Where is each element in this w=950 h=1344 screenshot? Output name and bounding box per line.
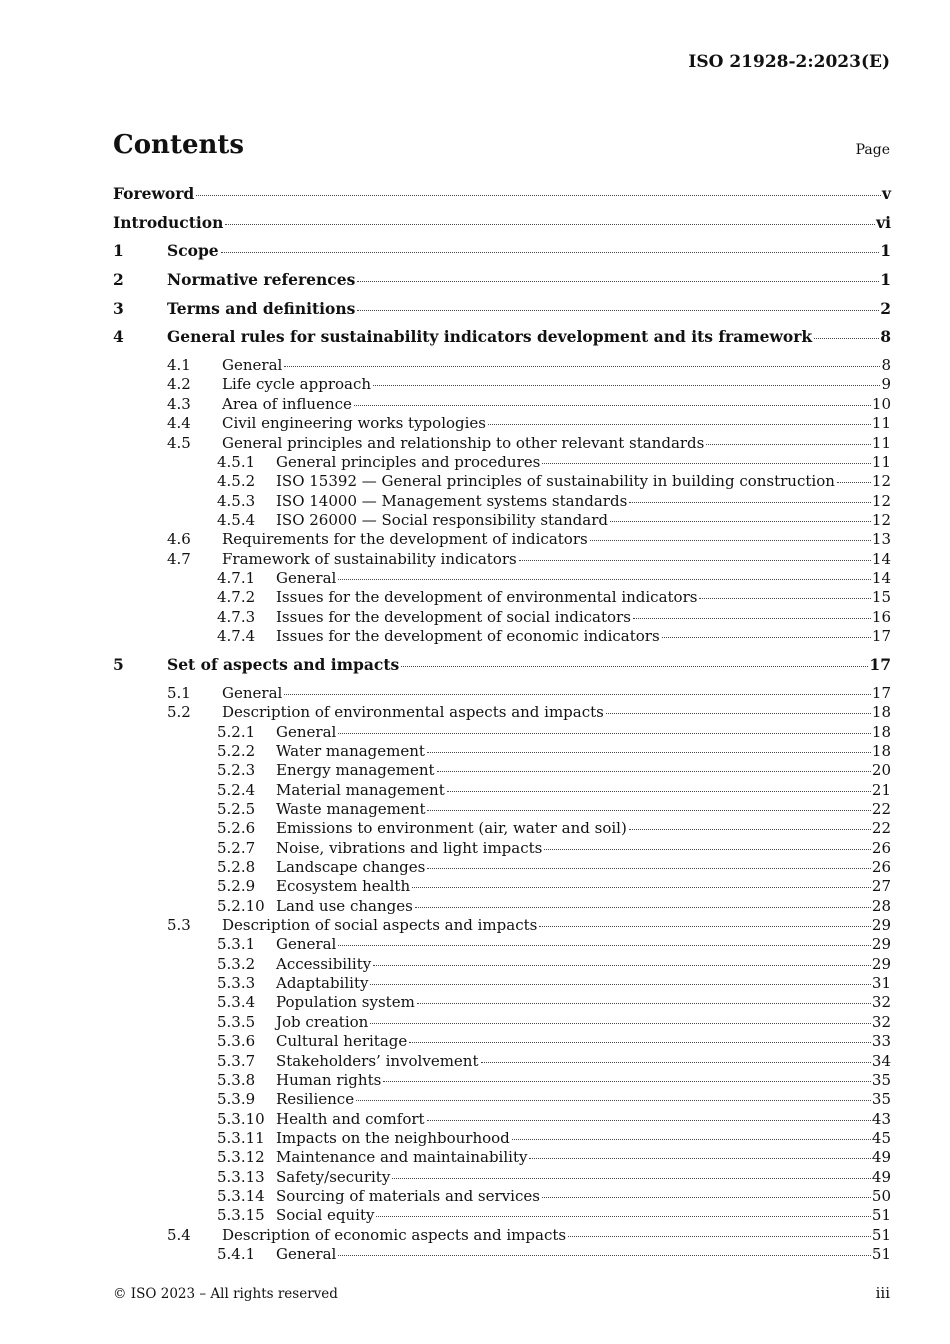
- toc-entry-number: 5.3.14: [217, 1186, 265, 1205]
- toc-entry-number: 4.5.2: [217, 472, 256, 491]
- dot-leader: [357, 307, 879, 311]
- dot-leader: [417, 1000, 871, 1004]
- toc-entry-title: Accessibility: [276, 954, 372, 973]
- page-column-label: Page: [855, 142, 890, 158]
- toc-entry-title: Terms and definitions: [167, 298, 356, 318]
- toc-entry-number: 3: [113, 298, 124, 318]
- toc-entry-title: Framework of sustainability indicators: [222, 549, 517, 568]
- dot-leader: [512, 1136, 871, 1140]
- toc-entry-title: ISO 15392 — General principles of sustainability in building construction: [276, 472, 835, 491]
- toc-entry-number: 5.2.5: [217, 800, 256, 819]
- toc-entry-number: 5.3.4: [217, 993, 256, 1012]
- toc-entry-title: Ecosystem health: [276, 877, 411, 896]
- toc-entry[interactable]: [113, 627, 891, 646]
- toc-entry-number: 5.3.7: [217, 1051, 256, 1070]
- dot-leader: [542, 1194, 871, 1198]
- toc-entry[interactable]: [113, 550, 891, 569]
- toc-entry[interactable]: [113, 299, 891, 328]
- toc-entry[interactable]: [113, 1071, 891, 1090]
- toc-entry-title: General: [276, 722, 337, 741]
- toc-entry-title: Health and comfort: [276, 1109, 425, 1128]
- toc-entry-number: 5: [113, 655, 124, 675]
- toc-entry-number: 4.1: [167, 356, 191, 375]
- toc-entry-number: 5.3.6: [217, 1032, 256, 1051]
- dot-leader: [354, 402, 871, 406]
- toc-entry[interactable]: [113, 858, 891, 877]
- dot-leader: [415, 904, 871, 908]
- toc-entry-number: 5.3.15: [217, 1206, 265, 1225]
- toc-entry[interactable]: [113, 511, 891, 530]
- toc-entry-page: 22: [871, 819, 891, 838]
- toc-entry-page: 27: [871, 877, 891, 896]
- toc-entry-title: General: [276, 568, 337, 587]
- toc-entry-number: 5.3.11: [217, 1128, 265, 1147]
- toc-entry-page: 2: [880, 298, 891, 318]
- toc-entry-number: 4.7: [167, 549, 191, 568]
- toc-entry-page: 29: [871, 954, 891, 973]
- table-of-contents: [113, 184, 891, 1264]
- dot-leader: [699, 595, 870, 599]
- toc-entry-number: 5.2.9: [217, 877, 256, 896]
- toc-entry-page: 12: [871, 510, 891, 529]
- toc-entry-number: 4.7.4: [217, 626, 256, 645]
- toc-entry-page: 28: [871, 896, 891, 915]
- toc-entry[interactable]: [113, 1187, 891, 1206]
- toc-entry-title: Job creation: [276, 1012, 369, 1031]
- toc-entry-number: 5.2.3: [217, 761, 256, 780]
- toc-entry-title: Social equity: [276, 1206, 375, 1225]
- toc-entry-title: Introduction: [113, 212, 224, 232]
- toc-entry-number: 4.5.1: [217, 452, 256, 471]
- dot-leader: [338, 942, 871, 946]
- dot-leader: [392, 1175, 871, 1179]
- dot-leader: [706, 441, 871, 445]
- toc-entry-page: 49: [871, 1167, 891, 1186]
- toc-entry-title: Cultural heritage: [276, 1032, 408, 1051]
- dot-leader: [373, 382, 880, 386]
- dot-leader: [338, 1252, 871, 1256]
- toc-entry-page: 21: [871, 780, 891, 799]
- dot-leader: [542, 460, 871, 464]
- toc-entry-page: 26: [871, 838, 891, 857]
- dot-leader: [662, 634, 871, 638]
- toc-entry[interactable]: [113, 1226, 891, 1245]
- toc-entry-page: 29: [871, 935, 891, 954]
- dot-leader: [412, 884, 871, 888]
- toc-entry-title: ISO 26000 — Social responsibility standard: [276, 510, 608, 529]
- toc-entry-page: v: [881, 184, 891, 203]
- toc-entry-page: 9: [881, 375, 891, 394]
- toc-entry-title: Water management: [276, 742, 425, 760]
- toc-entry-page: 35: [871, 1090, 891, 1109]
- toc-entry-title: Description of environmental aspects and impacts: [222, 703, 604, 722]
- toc-entry-page: 51: [871, 1206, 891, 1225]
- toc-entry-title: Noise, vibrations and light impacts: [276, 838, 543, 857]
- toc-entry-number: 5.2.8: [217, 858, 256, 877]
- toc-entry[interactable]: [113, 1168, 891, 1187]
- toc-entry-number: 5.2.7: [217, 838, 256, 857]
- toc-entry-page: 51: [871, 1225, 891, 1244]
- dot-leader: [447, 788, 871, 792]
- toc-entry[interactable]: [113, 1110, 891, 1129]
- toc-entry[interactable]: [113, 916, 891, 935]
- toc-entry[interactable]: [113, 530, 891, 549]
- toc-entry[interactable]: [113, 375, 891, 394]
- toc-entry-number: 2: [113, 270, 124, 290]
- toc-entry[interactable]: [113, 974, 891, 993]
- toc-entry[interactable]: [113, 1052, 891, 1071]
- toc-entry[interactable]: [113, 395, 891, 414]
- toc-entry[interactable]: [113, 356, 891, 375]
- toc-entry[interactable]: [113, 588, 891, 607]
- dot-leader: [606, 710, 871, 714]
- toc-entry-title: Life cycle approach: [222, 375, 372, 394]
- toc-entry[interactable]: [113, 472, 891, 491]
- toc-entry-page: 49: [871, 1148, 891, 1167]
- toc-entry-page: 29: [871, 916, 891, 935]
- toc-entry-page: 20: [871, 761, 891, 780]
- toc-entry-number: 5.3.8: [217, 1070, 256, 1089]
- toc-entry-page: 18: [871, 722, 891, 741]
- dot-leader: [539, 923, 871, 927]
- toc-entry-number: 4.7.1: [217, 568, 256, 587]
- toc-entry-page: 43: [871, 1109, 891, 1128]
- toc-entry-number: 4.5.3: [217, 491, 256, 510]
- dot-leader: [529, 1155, 870, 1159]
- toc-entry[interactable]: [113, 897, 891, 916]
- toc-entry[interactable]: [113, 761, 891, 780]
- toc-entry-page: 11: [871, 452, 891, 471]
- toc-entry-page: 14: [871, 568, 891, 587]
- dot-leader: [284, 691, 871, 695]
- toc-entry[interactable]: [113, 935, 891, 954]
- toc-entry-page: 17: [871, 626, 891, 645]
- toc-entry-page: 11: [871, 433, 891, 452]
- toc-entry-title: Description of economic aspects and impacts: [222, 1225, 567, 1244]
- footer-page-number: iii: [875, 1284, 890, 1302]
- toc-entry[interactable]: [113, 327, 891, 356]
- toc-entry-page: 1: [880, 270, 891, 290]
- toc-entry-page: 10: [871, 394, 891, 413]
- dot-leader: [401, 663, 868, 667]
- toc-entry-number: 4.5.4: [217, 510, 256, 529]
- dot-leader: [357, 278, 879, 282]
- dot-leader: [376, 1213, 870, 1217]
- toc-entry-page: 50: [871, 1186, 891, 1205]
- toc-entry[interactable]: [113, 839, 891, 858]
- toc-entry-page: 35: [871, 1070, 891, 1089]
- toc-entry-page: 18: [871, 742, 891, 760]
- footer-copyright: © ISO 2023 – All rights reserved: [113, 1286, 338, 1302]
- toc-entry-page: 15: [871, 588, 891, 607]
- toc-entry-page: 51: [871, 1244, 891, 1263]
- toc-entry-number: 1: [113, 241, 124, 261]
- toc-entry-title: Scope: [167, 241, 219, 261]
- dot-leader: [225, 221, 875, 225]
- toc-entry[interactable]: [113, 993, 891, 1012]
- toc-entry-number: 5.3: [167, 916, 191, 935]
- toc-entry-number: 5.3.13: [217, 1167, 265, 1186]
- toc-entry-page: 17: [871, 683, 891, 702]
- toc-entry[interactable]: [113, 1013, 891, 1032]
- toc-entry-number: 5.2: [167, 703, 191, 722]
- toc-entry-page: 45: [871, 1128, 891, 1147]
- toc-entry[interactable]: [113, 742, 891, 761]
- toc-entry[interactable]: [113, 1090, 891, 1109]
- toc-entry-number: 5.1: [167, 683, 191, 702]
- toc-entry[interactable]: [113, 414, 891, 433]
- toc-entry-page: 12: [871, 491, 891, 510]
- toc-entry[interactable]: [113, 434, 891, 453]
- toc-entry-number: 5.2.6: [217, 819, 256, 838]
- toc-entry-title: General: [222, 356, 283, 375]
- toc-entry-page: vi: [876, 212, 891, 232]
- toc-entry-title: Issues for the development of social indicators: [276, 607, 631, 626]
- dot-leader: [338, 576, 871, 580]
- toc-entry-page: 14: [871, 549, 891, 568]
- toc-entry[interactable]: [113, 1148, 891, 1167]
- toc-entry-title: ISO 14000 — Management systems standards: [276, 491, 628, 510]
- toc-entry-title: Population system: [276, 993, 415, 1012]
- toc-entry-title: Impacts on the neighbourhood: [276, 1128, 510, 1147]
- toc-entry-number: 5.2.1: [217, 722, 256, 741]
- toc-entry-page: 16: [871, 607, 891, 626]
- toc-entry-page: 8: [880, 327, 891, 347]
- toc-entry-title: Emissions to environment (air, water and soil): [276, 819, 627, 838]
- toc-entry-number: 5.3.2: [217, 954, 256, 973]
- dot-leader: [488, 421, 871, 425]
- dot-leader: [370, 981, 870, 985]
- dot-leader: [196, 192, 881, 196]
- toc-entry-title: Land use changes: [276, 896, 413, 915]
- toc-entry[interactable]: [113, 655, 891, 684]
- dot-leader: [814, 335, 879, 339]
- toc-entry-title: Civil engineering works typologies: [222, 414, 486, 433]
- toc-entry-number: 4.7.3: [217, 607, 256, 626]
- toc-entry-page: 31: [871, 974, 891, 993]
- toc-entry-page: 17: [869, 655, 891, 675]
- dot-leader: [370, 1020, 871, 1024]
- toc-entry-title: Stakeholders’ involvement: [276, 1051, 479, 1070]
- toc-entry-number: 4.6: [167, 530, 191, 549]
- dot-leader: [633, 615, 871, 619]
- toc-entry-number: 5.4: [167, 1225, 191, 1244]
- toc-entry-title: Normative references: [167, 270, 356, 290]
- dot-leader: [427, 865, 871, 869]
- toc-entry-number: 4.2: [167, 375, 191, 394]
- toc-entry-number: 4.4: [167, 414, 191, 433]
- toc-entry[interactable]: [113, 703, 891, 722]
- toc-entry-number: 5.2.10: [217, 896, 265, 915]
- toc-entry-title: Energy management: [276, 761, 435, 780]
- document-id: ISO 21928-2:2023(E): [688, 52, 890, 72]
- toc-entry[interactable]: [113, 453, 891, 472]
- toc-entry[interactable]: [113, 492, 891, 511]
- dot-leader: [519, 557, 871, 561]
- toc-entry-title: Issues for the development of environmental indicators: [276, 588, 698, 607]
- dot-leader: [338, 730, 871, 734]
- dot-leader: [284, 363, 880, 367]
- toc-entry-number: 5.2.2: [217, 742, 256, 760]
- toc-entry[interactable]: [113, 1129, 891, 1148]
- toc-entry-title: Landscape changes: [276, 858, 426, 877]
- contents-title: Contents: [113, 130, 245, 160]
- toc-entry-title: General: [222, 683, 283, 702]
- toc-entry-title: Set of aspects and impacts: [167, 655, 400, 675]
- toc-entry-page: 34: [871, 1051, 891, 1070]
- toc-entry-number: 4.5: [167, 433, 191, 452]
- toc-entry-number: 4.3: [167, 394, 191, 413]
- dot-leader: [437, 768, 871, 772]
- toc-entry[interactable]: [113, 781, 891, 800]
- toc-entry-page: 32: [871, 993, 891, 1012]
- dot-leader: [481, 1059, 871, 1063]
- toc-entry[interactable]: [113, 569, 891, 588]
- toc-entry[interactable]: [113, 723, 891, 742]
- toc-entry-title: Sourcing of materials and services: [276, 1186, 540, 1205]
- dot-leader: [356, 1097, 871, 1101]
- toc-entry[interactable]: [113, 241, 891, 270]
- toc-entry-page: 18: [871, 703, 891, 722]
- toc-entry-page: 1: [880, 241, 891, 261]
- toc-entry-number: 4: [113, 327, 124, 347]
- toc-entry-title: Safety/security: [276, 1167, 391, 1186]
- toc-entry-page: 12: [871, 472, 891, 491]
- toc-entry-number: 5.4.1: [217, 1244, 256, 1263]
- dot-leader: [629, 826, 871, 830]
- toc-entry[interactable]: [113, 800, 891, 819]
- dot-leader: [427, 1117, 871, 1121]
- toc-entry-title: Waste management: [276, 800, 426, 819]
- toc-entry-title: Foreword: [113, 184, 195, 203]
- toc-entry[interactable]: [113, 1032, 891, 1051]
- dot-leader: [427, 749, 871, 753]
- toc-entry[interactable]: [113, 184, 891, 213]
- toc-entry-page: 22: [871, 800, 891, 819]
- toc-entry-title: Resilience: [276, 1090, 355, 1109]
- toc-entry-title: General: [276, 935, 337, 954]
- toc-entry-page: 11: [871, 414, 891, 433]
- toc-entry[interactable]: [113, 1206, 891, 1225]
- dot-leader: [837, 479, 871, 483]
- toc-entry-title: General principles and relationship to other relevant standards: [222, 433, 705, 452]
- toc-entry-page: 8: [881, 356, 891, 375]
- toc-entry-title: General principles and procedures: [276, 452, 541, 471]
- dot-leader: [544, 846, 871, 850]
- toc-entry-title: Requirements for the development of indicators: [222, 530, 588, 549]
- toc-entry-number: 5.3.1: [217, 935, 256, 954]
- toc-entry[interactable]: [113, 877, 891, 896]
- toc-entry-title: Adaptability: [276, 974, 369, 993]
- toc-entry-title: Material management: [276, 780, 445, 799]
- toc-entry-number: 5.3.5: [217, 1012, 256, 1031]
- toc-entry-title: Description of social aspects and impacts: [222, 916, 538, 935]
- toc-entry-title: Issues for the development of economic indicators: [276, 626, 660, 645]
- toc-entry-title: General: [276, 1244, 337, 1263]
- toc-entry-number: 4.7.2: [217, 588, 256, 607]
- toc-entry-title: Area of influence: [222, 394, 352, 413]
- toc-entry-title: Maintenance and maintainability: [276, 1148, 528, 1167]
- toc-entry-number: 5.3.10: [217, 1109, 265, 1128]
- toc-entry-number: 5.3.3: [217, 974, 256, 993]
- toc-entry[interactable]: [113, 955, 891, 974]
- toc-entry[interactable]: [113, 270, 891, 299]
- toc-entry-number: 5.3.12: [217, 1148, 265, 1167]
- toc-entry[interactable]: [113, 213, 891, 242]
- toc-entry-number: 5.3.9: [217, 1090, 256, 1109]
- dot-leader: [409, 1039, 871, 1043]
- toc-entry-title: General rules for sustainability indicators development and its framework: [167, 327, 813, 347]
- toc-entry-page: 13: [871, 530, 891, 549]
- dot-leader: [427, 807, 870, 811]
- toc-entry[interactable]: [113, 819, 891, 838]
- dot-leader: [610, 518, 871, 522]
- toc-entry-number: 5.2.4: [217, 780, 256, 799]
- dot-leader: [373, 962, 871, 966]
- toc-entry[interactable]: [113, 684, 891, 703]
- toc-entry-page: 26: [871, 858, 891, 877]
- toc-entry-page: 32: [871, 1012, 891, 1031]
- toc-entry-title: Human rights: [276, 1070, 382, 1089]
- dot-leader: [590, 537, 871, 541]
- toc-entry[interactable]: [113, 608, 891, 627]
- dot-leader: [383, 1078, 871, 1082]
- toc-entry-page: 33: [871, 1032, 891, 1051]
- dot-leader: [221, 249, 880, 253]
- dot-leader: [629, 499, 871, 503]
- dot-leader: [568, 1233, 871, 1237]
- toc-entry[interactable]: [113, 1245, 891, 1264]
